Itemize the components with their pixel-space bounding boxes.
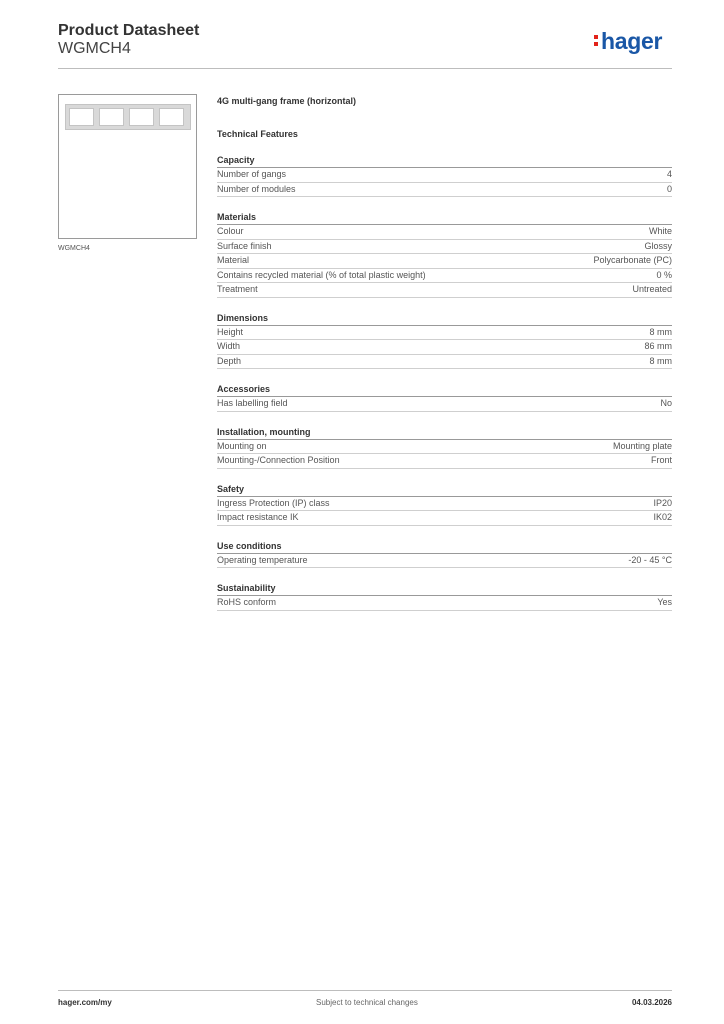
feature-label: Material (217, 255, 250, 265)
section-sustainability (217, 582, 672, 611)
section-title: Dimensions (217, 312, 672, 326)
gang-opening (99, 108, 124, 126)
section-title: Materials (217, 211, 672, 225)
feature-value: Yes (657, 597, 672, 607)
feature-label: Width (217, 341, 241, 351)
feature-row (217, 340, 672, 355)
logo-dots-icon (594, 32, 599, 49)
gang-opening (159, 108, 184, 126)
feature-value: -20 - 45 °C (628, 554, 672, 565)
section-use-conditions (217, 540, 672, 569)
image-caption: WGMCH4 (58, 245, 90, 252)
feature-label: Surface finish (217, 240, 272, 251)
feature-row (217, 326, 672, 341)
technical-features-title: Technical Features (217, 129, 298, 139)
gang-opening (69, 108, 94, 126)
feature-row (217, 254, 672, 269)
footer-website: hager.com/my (58, 998, 112, 1007)
section-title: Installation, mounting (217, 426, 672, 440)
feature-value: IK02 (653, 512, 672, 522)
feature-row (217, 183, 672, 198)
footer-divider (58, 990, 672, 991)
feature-value: White (648, 226, 672, 236)
hager-logo (594, 28, 662, 55)
feature-value: Front (650, 455, 672, 465)
section-title: Use conditions (217, 540, 672, 554)
feature-row (217, 283, 672, 298)
section-title: Accessories (217, 383, 672, 397)
footer-notice: Subject to technical changes (316, 998, 418, 1007)
section-accessories (217, 383, 672, 412)
feature-sections (217, 154, 672, 611)
product-image (58, 94, 197, 239)
feature-value: 0 (666, 183, 672, 194)
section-capacity (217, 154, 672, 197)
feature-value: Polycarbonate (PC) (593, 255, 672, 265)
feature-row (217, 269, 672, 284)
feature-label: Height (217, 326, 244, 337)
frame-illustration (65, 104, 191, 130)
page-title: Product Datasheet (58, 22, 200, 39)
product-code: WGMCH4 (58, 40, 131, 57)
feature-row (217, 397, 672, 412)
feature-label: RoHS conform (217, 597, 277, 607)
header-divider (58, 68, 672, 69)
feature-label: Colour (217, 226, 244, 236)
feature-label: Depth (217, 355, 242, 366)
feature-value: No (660, 398, 672, 408)
feature-value: 86 mm (644, 341, 672, 351)
datasheet-content (217, 90, 672, 611)
section-title: Sustainability (217, 582, 672, 596)
feature-row (217, 497, 672, 512)
feature-label: Operating temperature (217, 554, 308, 565)
feature-row (217, 355, 672, 370)
feature-value: IP20 (653, 497, 672, 508)
feature-label: Has labelling field (217, 398, 288, 408)
feature-label: Impact resistance IK (217, 512, 299, 522)
feature-row (217, 596, 672, 611)
feature-value: Mounting plate (612, 440, 672, 451)
gang-opening (129, 108, 154, 126)
feature-row (217, 511, 672, 526)
feature-row (217, 168, 672, 183)
footer-date: 04.03.2026 (631, 998, 672, 1007)
logo-text: hager (601, 28, 663, 54)
feature-value: 0 % (656, 269, 672, 280)
feature-value: 8 mm (649, 355, 672, 366)
feature-value: 8 mm (649, 326, 672, 337)
feature-label: Ingress Protection (IP) class (217, 497, 330, 508)
feature-label: Number of gangs (217, 169, 287, 179)
feature-row (217, 240, 672, 255)
feature-row (217, 440, 672, 455)
section-title: Capacity (217, 154, 672, 168)
section-materials (217, 211, 672, 298)
feature-row (217, 454, 672, 469)
section-dimensions (217, 312, 672, 370)
feature-value: 4 (666, 169, 672, 179)
feature-label: Contains recycled material (% of total plastic weight) (217, 269, 426, 280)
feature-row (217, 554, 672, 569)
section-installation-mounting (217, 426, 672, 469)
feature-row (217, 225, 672, 240)
feature-label: Mounting on (217, 440, 267, 451)
feature-label: Treatment (217, 284, 258, 294)
product-title: 4G multi-gang frame (horizontal) (217, 96, 357, 106)
feature-value: Untreated (632, 284, 672, 294)
feature-value: Glossy (644, 240, 672, 251)
feature-label: Mounting-/Connection Position (217, 455, 340, 465)
feature-label: Number of modules (217, 183, 296, 194)
section-safety (217, 483, 672, 526)
section-title: Safety (217, 483, 672, 497)
